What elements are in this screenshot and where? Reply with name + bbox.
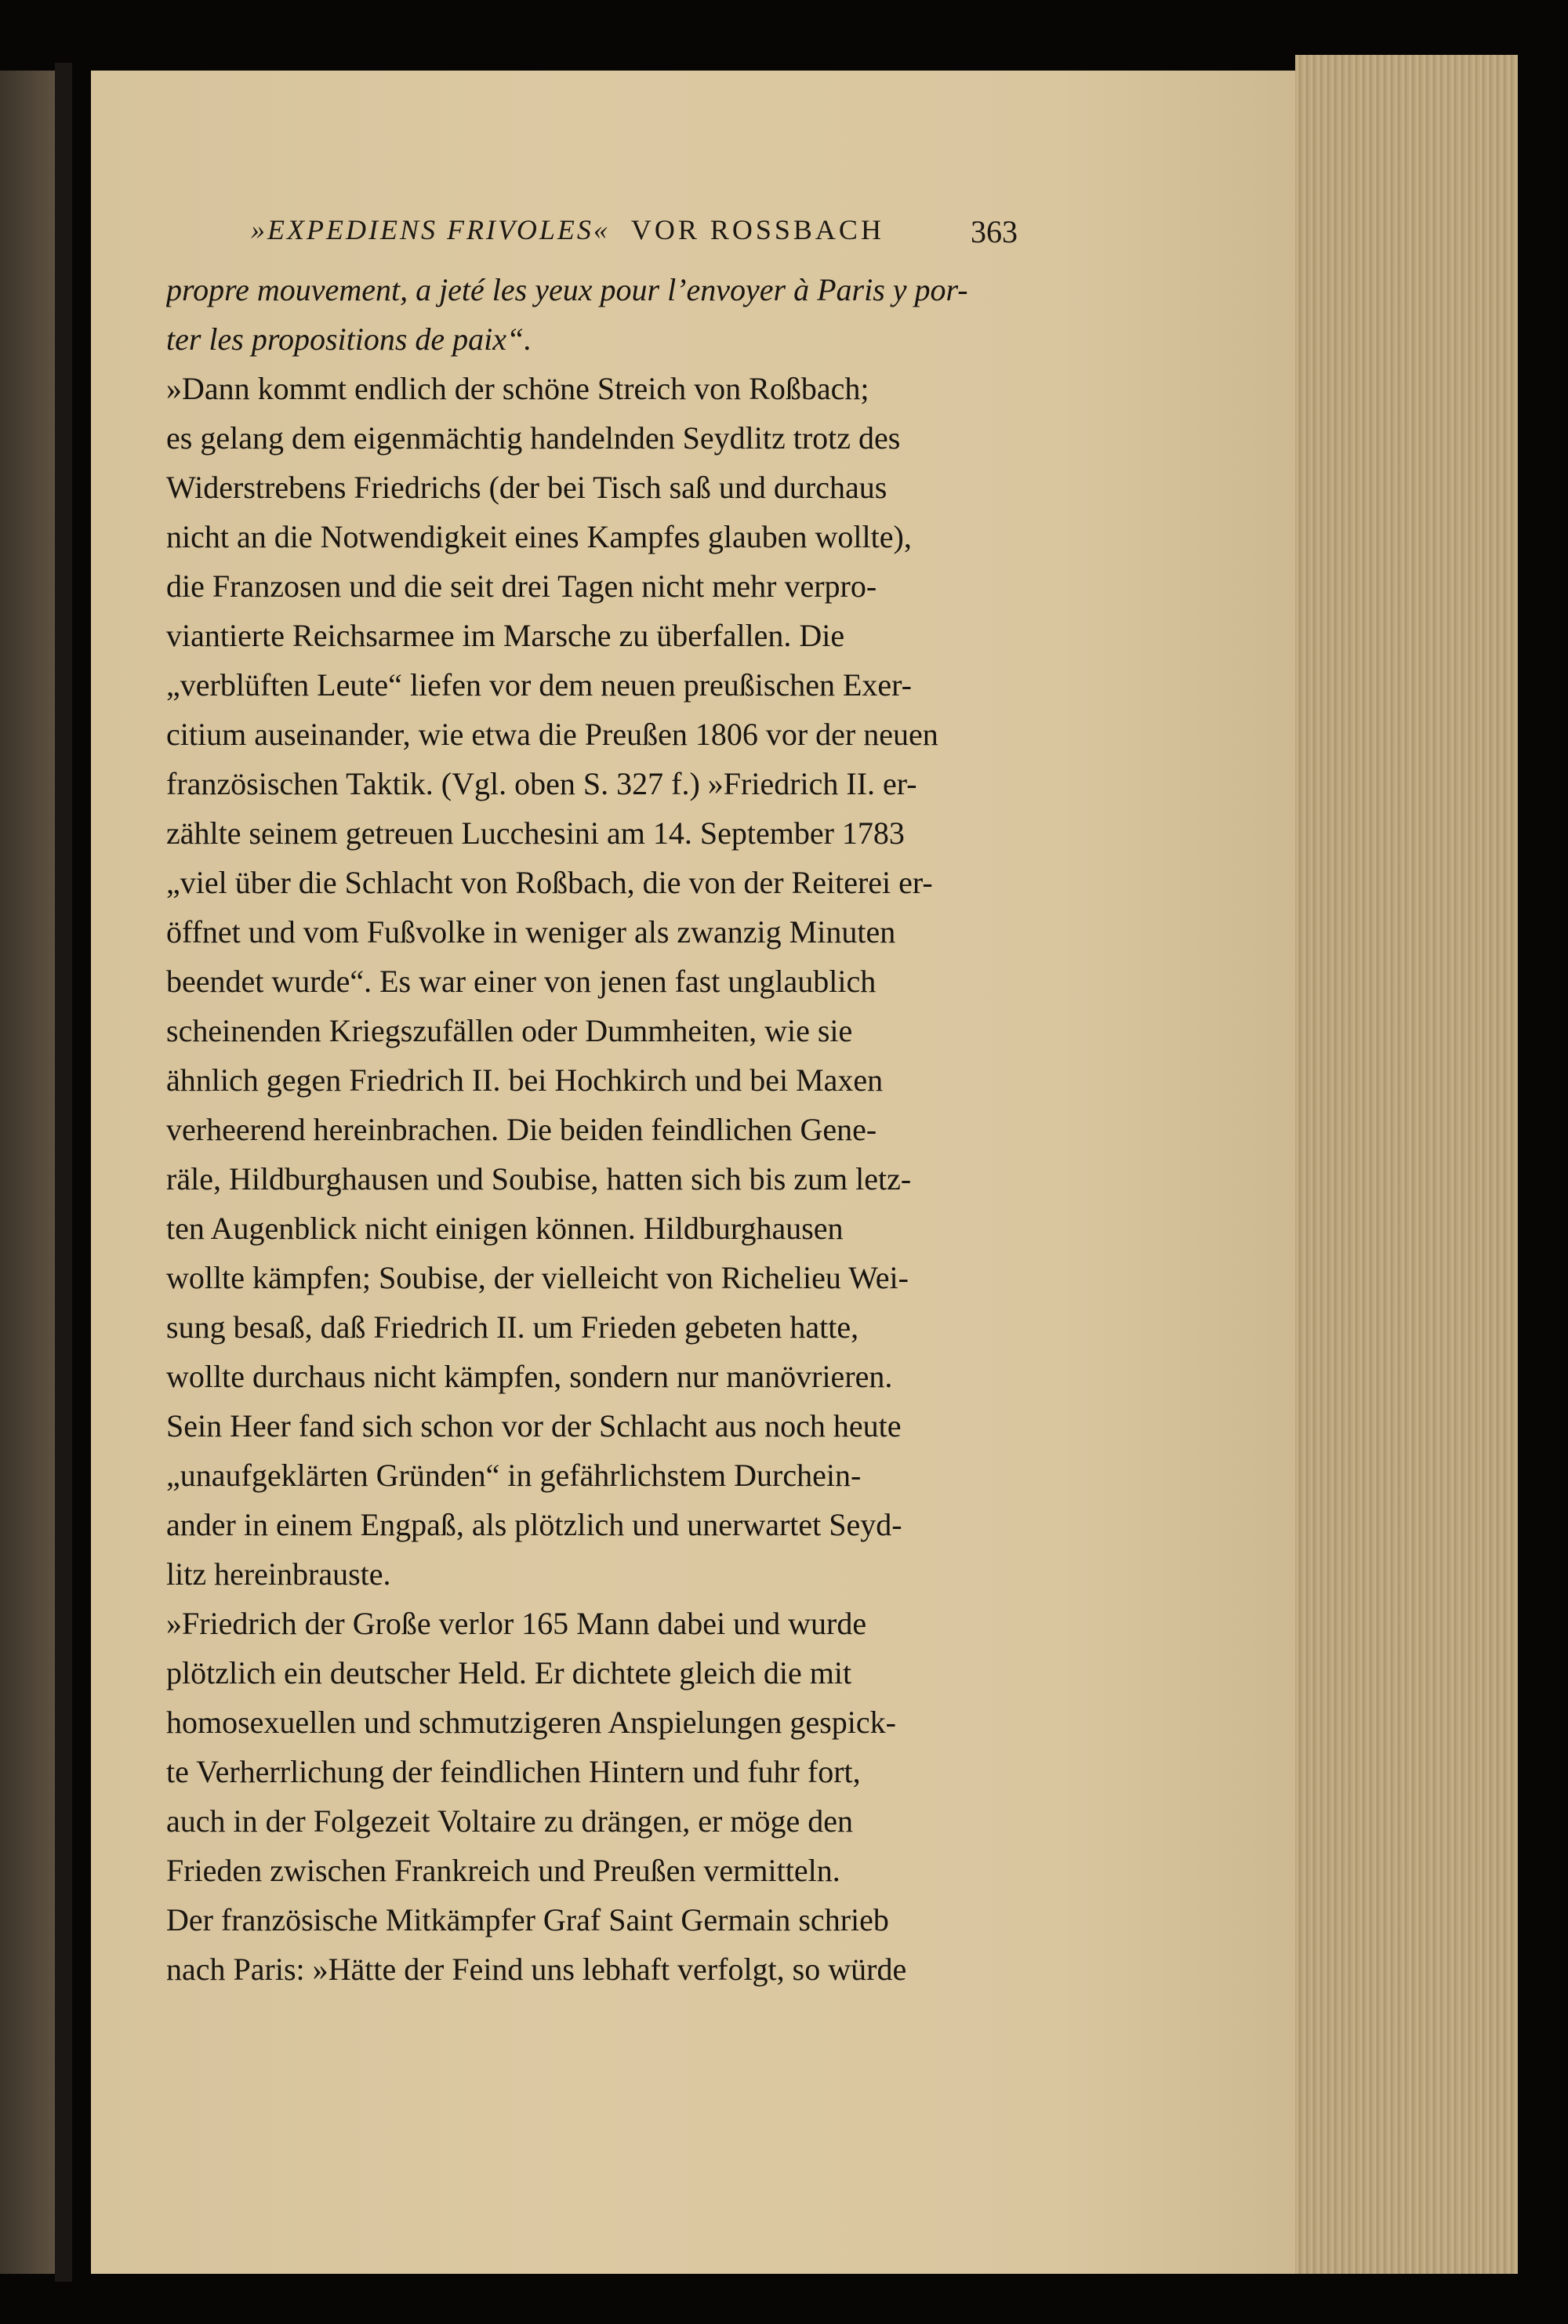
text-line: propre mouvement, a jeté les yeux pour l’envoyer à Paris y por- (166, 272, 968, 307)
text-line: plötzlich ein deutscher Held. Er dichtete gleich die mit (166, 1655, 852, 1690)
text-line: beendet wurde“. Es war einer von jenen fast unglaublich (166, 964, 877, 999)
text-line: französischen Taktik. (Vgl. oben S. 327 f.) »Friedrich II. er- (166, 766, 917, 801)
text-line: auch in der Folgezeit Voltaire zu drängen, er möge den (166, 1803, 853, 1839)
text-line: wollte kämpfen; Soubise, der vielleicht von Richelieu Wei- (166, 1260, 909, 1295)
text-line: Sein Heer fand sich schon vor der Schlacht aus noch heute (166, 1408, 902, 1443)
text-line: scheinenden Kriegszufällen oder Dummheiten, wie sie (166, 1013, 853, 1048)
text-line: „verblüften Leute“ liefen vor dem neuen preußischen Exer- (166, 667, 912, 703)
text-line: citium auseinander, wie etwa die Preußen 1806 vor der neuen (166, 717, 938, 752)
body-text (166, 265, 1054, 1994)
running-header (251, 213, 1035, 260)
text-line: Frieden zwischen Frankreich und Preußen vermitteln. (166, 1853, 840, 1888)
text-line: nach Paris: »Hätte der Feind uns lebhaft verfolgt, so würde (166, 1952, 907, 1987)
page-number: 363 (971, 214, 1018, 249)
text-line: die Franzosen und die seit drei Tagen nicht mehr verpro- (166, 568, 877, 604)
text-line: es gelang dem eigenmächtig handelnden Seydlitz trotz des (166, 420, 901, 456)
text-line: litz hereinbrauste. (166, 1556, 391, 1592)
text-line: nicht an die Notwendigkeit eines Kampfes glauben wollte), (166, 519, 912, 554)
text-line: homosexuellen und schmutzigeren Anspielungen gespick- (166, 1705, 896, 1740)
text-line: „unaufgeklärten Gründen“ in gefährlichstem Durchein- (166, 1458, 862, 1493)
text-line: verheerend hereinbrachen. Die beiden feindlichen Gene- (166, 1112, 877, 1147)
running-subtitle: VOR ROSSBACH (630, 214, 884, 245)
text-line: ter les propositions de paix“. (166, 321, 532, 357)
text-line: »Friedrich der Große verlor 165 Mann dabei und wurde (166, 1606, 867, 1641)
text-line: räle, Hildburghausen und Soubise, hatten sich bis zum letz- (166, 1161, 912, 1196)
text-line: sung besaß, daß Friedrich II. um Frieden gebeten hatte, (166, 1309, 859, 1345)
text-line: Der französische Mitkämpfer Graf Saint Germain schrieb (166, 1902, 889, 1937)
text-line: öffnet und vom Fußvolke in weniger als zwanzig Minuten (166, 914, 896, 950)
text-line: viantierte Reichsarmee im Marsche zu überfallen. Die (166, 618, 845, 653)
facing-page-edge (0, 71, 55, 2274)
text-line: wollte durchaus nicht kämpfen, sondern nur manövrieren. (166, 1359, 893, 1394)
text-line: ander in einem Engpaß, als plötzlich und unerwartet Seyd- (166, 1507, 902, 1542)
text-line: te Verherrlichung der feindlichen Hintern und fuhr fort, (166, 1754, 861, 1789)
text-line: „viel über die Schlacht von Roßbach, die von der Reiterei er- (166, 865, 933, 900)
running-title: »EXPEDIENS FRIVOLES« (251, 214, 610, 245)
text-line: »Dann kommt endlich der schöne Streich von Roßbach; (166, 371, 869, 406)
text-line: zählte seinem getreuen Lucchesini am 14. September 1783 (166, 815, 905, 851)
text-line: Widerstrebens Friedrichs (der bei Tisch saß und durchaus (166, 470, 887, 505)
text-line: ähnlich gegen Friedrich II. bei Hochkirch und bei Maxen (166, 1062, 884, 1098)
book-gutter (55, 63, 72, 2282)
text-line: ten Augenblick nicht einigen können. Hildburghausen (166, 1211, 844, 1246)
page-stack-edge (1295, 55, 1518, 2274)
